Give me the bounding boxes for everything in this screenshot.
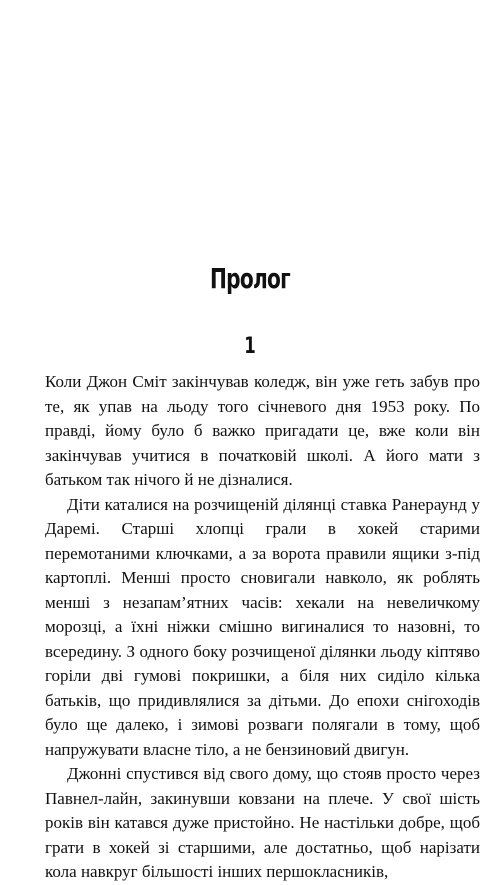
- section-number: 1: [244, 334, 256, 359]
- chapter-title: Пролог: [210, 262, 290, 295]
- body-text: [45, 370, 480, 885]
- paragraph-1: Коли Джон Сміт закінчував коледж, він уже геть забув про те, як упав на льоду того січневого дня 1953 року. По правді, йому було б важко пригадати це, вже коли він закінчував учитися в початковій школі. А його мати з батьком так нічого й не дізналися.: [45, 372, 480, 489]
- paragraph-3: Джонні спустився від свого дому, що стояв просто через Павнел-лайн, закинувши ковзани на плече. У свої шість років він катався дуже пристойно. Не настільки добре, щоб грати в хокей зі старшими, але достатньо, щоб нарізати кола навкруг більшості інших першокласників,: [45, 764, 480, 881]
- paragraph-2: Діти каталися на розчищеній ділянці ставка Ранераунд у Даремі. Старші хлопці грали в хокей старими перемотаними ключками, а за ворота правили ящики з-під картоплі. Менші просто сновигали навколо, як роблять менші з незапам’ятних часів: хекали на невеличкому морозці, а їхні ніжки смішно вигиналися то назовні, то всередину. З одного боку розчищеної ділянки льоду кіптяво горіли дві гумові покришки, а біля них сиділо кілька батьків, що придивлялися за дітьми. До епохи снігоходів було ще далеко, і зимові розваги полягали в тому, щоб напружувати власне тіло, а не бензиновий двигун.: [45, 494, 480, 759]
